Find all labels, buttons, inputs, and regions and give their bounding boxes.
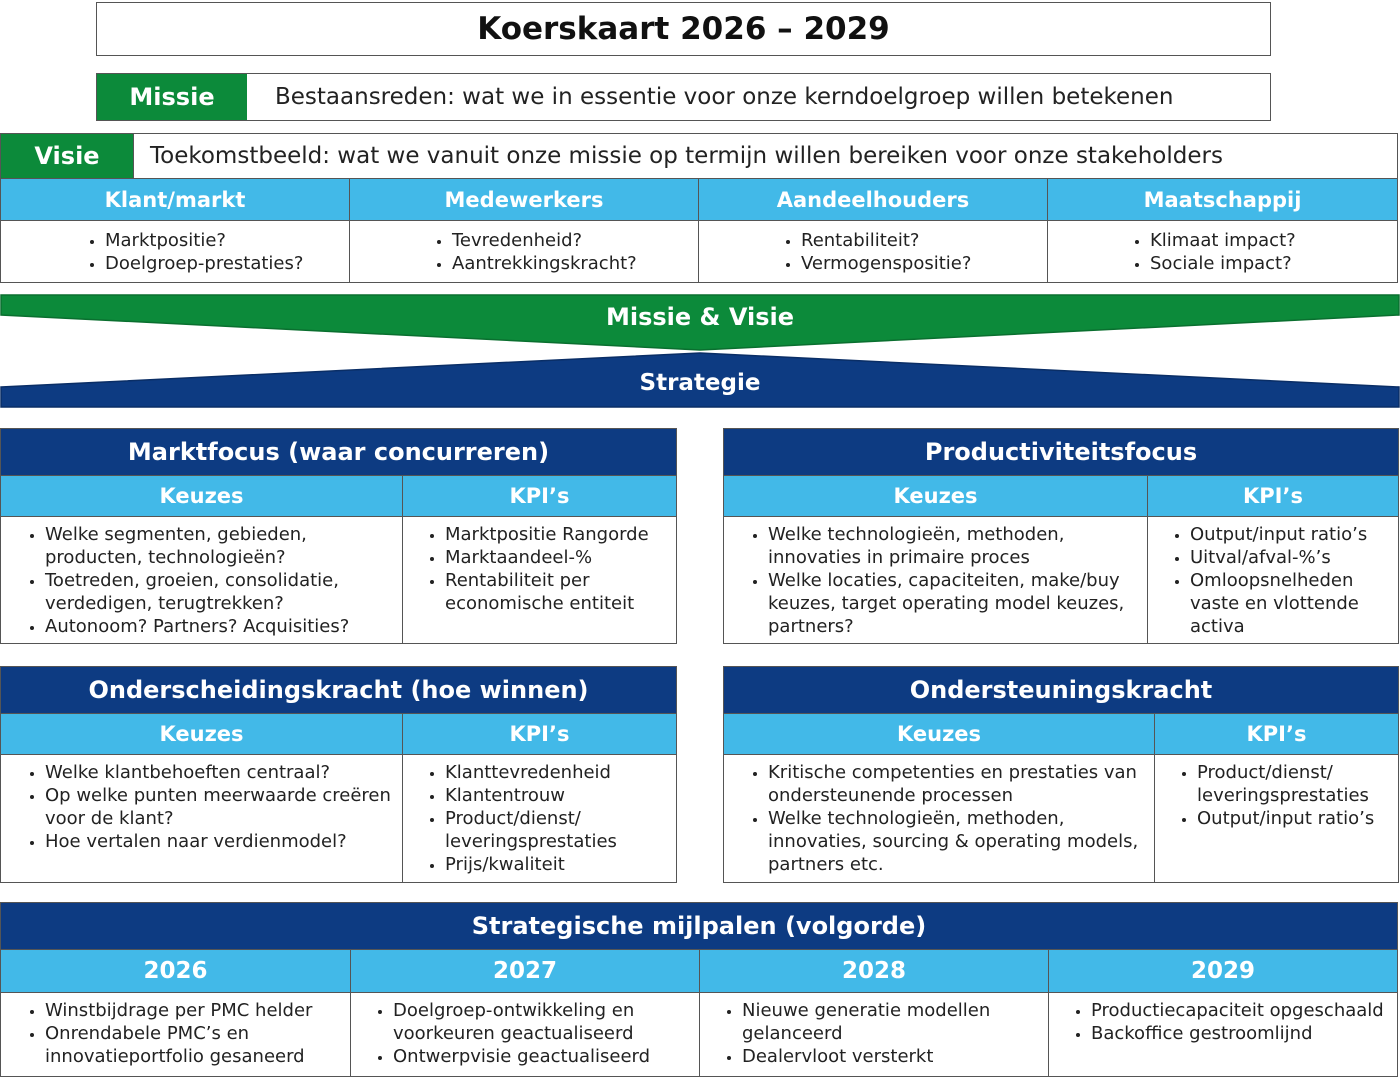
list-item: • Productiecapaciteit opgeschaald (1091, 999, 1389, 1022)
list-item: • Klanttevredenheid (445, 761, 668, 784)
visie-label: Visie (1, 134, 133, 178)
year-cell (1048, 993, 1397, 1076)
list-item: • Rentabiliteit per economische entiteit (445, 569, 668, 615)
list-item: • Vermogenspositie? (801, 252, 1047, 275)
kpis-header: KPI’s (1147, 475, 1398, 516)
kpis-header: KPI’s (402, 713, 676, 754)
missie-text: Bestaansreden: wat we in essentie voor onze kerndoelgroep willen betekenen (247, 74, 1270, 120)
milestone-list (1049, 999, 1389, 1045)
kpis-cell (402, 755, 676, 882)
panel-title: Ondersteuningskracht (724, 667, 1398, 713)
kpis-header: KPI’s (402, 475, 676, 516)
panel-body (1, 754, 676, 882)
kpis-cell (1154, 755, 1398, 882)
list-item: • Onrendabele PMC’s en innovatieportfolio gesaneerd (45, 1022, 342, 1068)
stakeholder-medewerkers (350, 179, 699, 282)
keuzes-cell (1, 755, 402, 882)
list-item: • Welke klantbehoeften centraal? (45, 761, 394, 784)
keuzes-header: Keuzes (1, 475, 402, 516)
panel-subheader (724, 713, 1398, 754)
milestone-list (351, 999, 691, 1068)
panel-title: Onderscheidingskracht (hoe winnen) (1, 667, 676, 713)
year-header: 2027 (350, 949, 699, 992)
stakeholder-header: Klant/markt (1, 179, 349, 221)
panel-title: Marktfocus (waar concurreren) (1, 429, 676, 475)
kpis-cell (402, 517, 676, 643)
list-item: • Prijs/kwaliteit (445, 853, 668, 876)
kpis-list (403, 523, 668, 615)
keuzes-cell (724, 755, 1154, 882)
missie-visie-banner-label: Missie & Visie (606, 303, 794, 331)
list-item: • Product/dienst/ leveringsprestaties (445, 807, 668, 853)
list-item: • Marktpositie Rangorde (445, 523, 668, 546)
list-item: • Welke locaties, capaciteiten, make/buy keuzes, target operating model keuzes, partners? (768, 569, 1139, 638)
list-item: • Ontwerpvisie geactualiseerd (393, 1045, 691, 1068)
keuzes-cell (1, 517, 402, 643)
panel-marktfocus (0, 428, 677, 644)
list-item: • Nieuwe generatie modellen gelanceerd (742, 999, 1040, 1045)
visie-row (0, 133, 1398, 179)
panel-body (1, 516, 676, 643)
list-item: • Welke technologieën, methoden, innovaties, sourcing & operating models, partners etc. (768, 807, 1146, 876)
panel-subheader (1, 475, 676, 516)
list-item: • Aantrekkingskracht? (452, 252, 698, 275)
list-item: • Tevredenheid? (452, 229, 698, 252)
list-item: • Uitval/afval-%’s (1190, 546, 1390, 569)
year-cell (699, 993, 1048, 1076)
year-header: 2026 (1, 949, 350, 992)
list-item: • Toetreden, groeien, consolidatie, verdedigen, terugtrekken? (45, 569, 394, 615)
year-header: 2029 (1048, 949, 1397, 992)
kpis-list (403, 761, 668, 876)
stakeholder-list (350, 221, 698, 275)
mijlpalen-body (1, 992, 1397, 1076)
keuzes-header: Keuzes (724, 475, 1147, 516)
kpis-list (1155, 761, 1390, 830)
mijlpalen-title: Strategische mijlpalen (volgorde) (1, 903, 1397, 949)
stakeholder-header: Medewerkers (350, 179, 698, 221)
panel-mijlpalen (0, 902, 1398, 1077)
year-header: 2028 (699, 949, 1048, 992)
panel-productiviteit (723, 428, 1399, 644)
panel-body (724, 516, 1398, 643)
mijlpalen-years (1, 949, 1397, 992)
page-title: Koerskaart 2026 – 2029 (96, 2, 1271, 56)
stakeholder-header: Maatschappij (1048, 179, 1397, 221)
stakeholder-list (1048, 221, 1397, 275)
list-item: • Klimaat impact? (1150, 229, 1397, 252)
panel-title: Productiviteitsfocus (724, 429, 1398, 475)
stakeholder-list (1, 221, 349, 275)
keuzes-list (1, 761, 394, 853)
list-item: • Marktaandeel-% (445, 546, 668, 569)
list-item: • Kritische competenties en prestaties van ondersteunende processen (768, 761, 1146, 807)
list-item: • Marktpositie? (105, 229, 349, 252)
year-cell (1, 993, 350, 1076)
list-item: • Dealervloot versterkt (742, 1045, 1040, 1068)
strategie-banner-label: Strategie (639, 370, 761, 396)
stakeholder-grid (0, 179, 1398, 283)
stakeholder-klant (1, 179, 350, 282)
list-item: • Welke technologieën, methoden, innovaties in primaire proces (768, 523, 1139, 569)
list-item: • Welke segmenten, gebieden, producten, technologieën? (45, 523, 394, 569)
missie-row (96, 73, 1271, 121)
stakeholder-aandeelhouders (699, 179, 1048, 282)
panel-body (724, 754, 1398, 882)
keuzes-list (724, 523, 1139, 638)
keuzes-list (724, 761, 1146, 876)
missie-label: Missie (97, 74, 247, 120)
list-item: • Output/input ratio’s (1190, 523, 1390, 546)
list-item: • Op welke punten meerwaarde creëren voor de klant? (45, 784, 394, 830)
list-item: • Product/dienst/ leveringsprestaties (1197, 761, 1390, 807)
kpis-header: KPI’s (1154, 713, 1398, 754)
keuzes-list (1, 523, 394, 638)
year-cell (350, 993, 699, 1076)
list-item: • Backoffice gestroomlijnd (1091, 1022, 1389, 1045)
milestone-list (700, 999, 1040, 1068)
list-item: • Autonoom? Partners? Acquisities? (45, 615, 394, 638)
stakeholder-maatschappij (1048, 179, 1397, 282)
list-item: • Omloopsnelheden vaste en vlottende activa (1190, 569, 1390, 638)
kpis-cell (1147, 517, 1398, 643)
stakeholder-header: Aandeelhouders (699, 179, 1047, 221)
visie-text: Toekomstbeeld: wat we vanuit onze missie op termijn willen bereiken voor onze stakeholders (133, 134, 1397, 178)
panel-subheader (724, 475, 1398, 516)
keuzes-header: Keuzes (1, 713, 402, 754)
list-item: • Winstbijdrage per PMC helder (45, 999, 342, 1022)
stakeholder-list (699, 221, 1047, 275)
list-item: • Klantentrouw (445, 784, 668, 807)
keuzes-cell (724, 517, 1147, 643)
panel-onderscheiding (0, 666, 677, 883)
list-item: • Sociale impact? (1150, 252, 1397, 275)
list-item: • Hoe vertalen naar verdienmodel? (45, 830, 394, 853)
list-item: • Doelgroep-ontwikkeling en voorkeuren geactualiseerd (393, 999, 691, 1045)
list-item: • Rentabiliteit? (801, 229, 1047, 252)
milestone-list (1, 999, 342, 1068)
list-item: • Doelgroep-prestaties? (105, 252, 349, 275)
kpis-list (1148, 523, 1390, 638)
panel-ondersteuning (723, 666, 1399, 883)
keuzes-header: Keuzes (724, 713, 1154, 754)
list-item: • Output/input ratio’s (1197, 807, 1390, 830)
panel-subheader (1, 713, 676, 754)
